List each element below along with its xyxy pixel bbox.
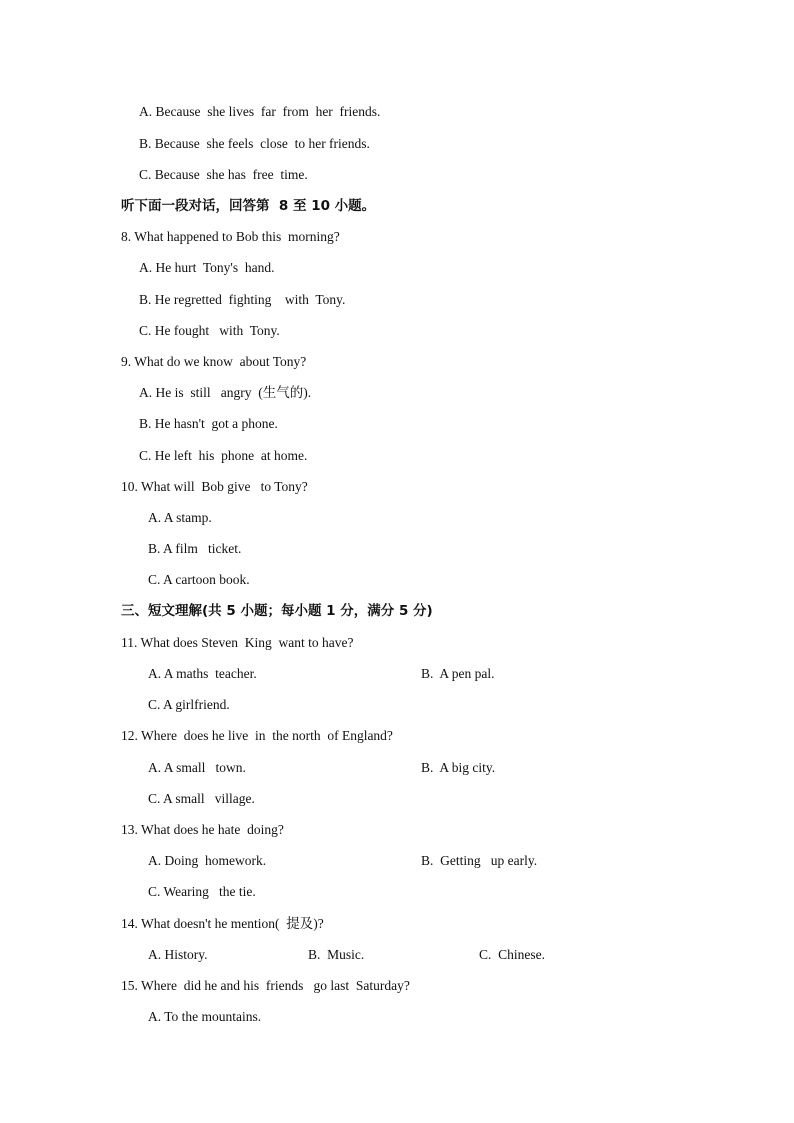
- q7-option-b: B. Because she feels close to her friends.: [139, 136, 370, 151]
- q13-option-b: B. Getting up early.: [421, 853, 538, 868]
- q9-option-c: C. He left his phone at home.: [139, 448, 308, 463]
- q14-option-b: B. Music.: [308, 947, 365, 962]
- q7-option-a: A. Because she lives far from her friends.: [139, 104, 381, 119]
- q13-option-c: C. Wearing the tie.: [148, 884, 256, 899]
- q8-question: 8. What happened to Bob this morning?: [121, 229, 340, 244]
- q10-option-a: A. A stamp.: [148, 510, 212, 525]
- q13-option-a: A. Doing homework.: [148, 853, 267, 868]
- q8-option-c: C. He fought with Tony.: [139, 323, 280, 338]
- section-listen-8-10-heading: 听下面一段对话，回答第 8 至 10 小题。: [121, 198, 376, 214]
- q9-option-a: A. He is still angry (生气的).: [139, 385, 312, 400]
- q11-question: 11. What does Steven King want to have?: [121, 635, 354, 650]
- q13-question: 13. What does he hate doing?: [121, 822, 284, 837]
- q12-option-b: B. A big city.: [421, 760, 496, 775]
- section-3-heading: 三、短文理解(共 5 小题；每小题 1 分，满分 5 分): [121, 603, 433, 619]
- q7-option-c: C. Because she has free time.: [139, 167, 308, 182]
- q10-option-b: B. A film ticket.: [148, 541, 242, 556]
- q12-question: 12. Where does he live in the north of England?: [121, 728, 393, 743]
- q14-question: 14. What doesn't he mention( 提及)?: [121, 916, 324, 931]
- q15-question: 15. Where did he and his friends go last Saturday?: [121, 978, 410, 993]
- q9-option-b: B. He hasn't got a phone.: [139, 416, 278, 431]
- q14-option-c: C. Chinese.: [479, 947, 545, 962]
- q11-option-c: C. A girlfriend.: [148, 697, 230, 712]
- q9-question: 9. What do we know about Tony?: [121, 354, 307, 369]
- q8-option-b: B. He regretted fighting with Tony.: [139, 292, 346, 307]
- q10-question: 10. What will Bob give to Tony?: [121, 479, 308, 494]
- q14-option-a: A. History.: [148, 947, 208, 962]
- q15-option-a: A. To the mountains.: [148, 1009, 262, 1024]
- q10-option-c: C. A cartoon book.: [148, 572, 250, 587]
- q12-option-c: C. A small village.: [148, 791, 255, 806]
- q8-option-a: A. He hurt Tony's hand.: [139, 260, 275, 275]
- q12-option-a: A. A small town.: [148, 760, 246, 775]
- q11-option-b: B. A pen pal.: [421, 666, 495, 681]
- q11-option-a: A. A maths teacher.: [148, 666, 257, 681]
